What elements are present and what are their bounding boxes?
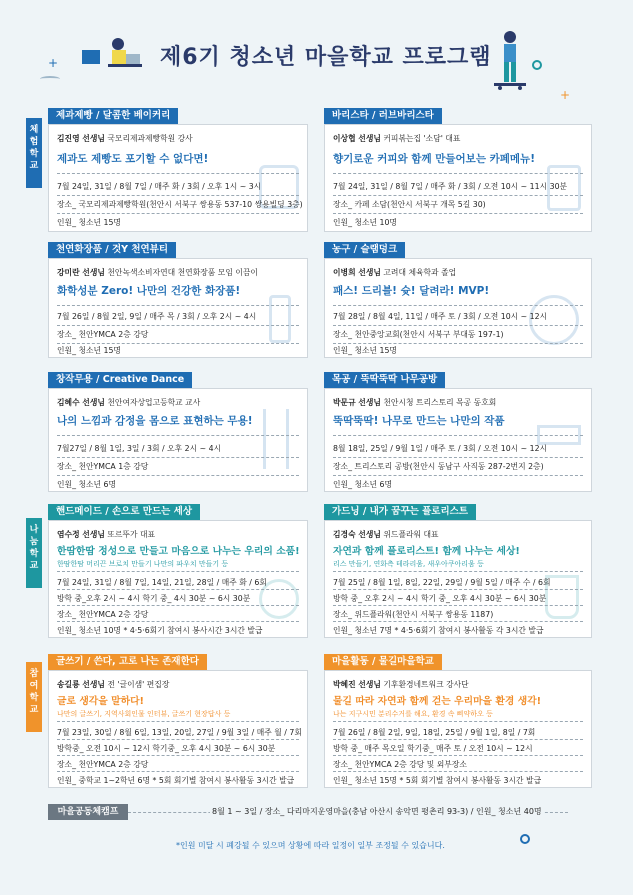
program-card <box>48 520 308 638</box>
course-title: 패스! 드리블! 슛! 달려라! MVP! <box>333 285 490 297</box>
program-tab: 바리스타 / 러브바리스타 <box>324 108 442 124</box>
instructor-name: 박혜진 선생님 <box>333 680 381 689</box>
course-title: 제과도 제빵도 포기할 수 없다면! <box>57 153 209 165</box>
instructor-role: 국모리제과제빵학원 강사 <box>107 134 193 143</box>
schedule: 7월 25일 / 8월 1일, 8일, 22일, 29일 / 9월 5일 / 매주 수 / 6회 <box>333 578 551 587</box>
laptop-person-illustration <box>78 34 148 70</box>
program-card <box>324 388 592 492</box>
page-title: 제6기 청소년 마을학교 프로그램 <box>160 45 492 70</box>
course-title: 한땀한땀 정성으로 만들고 마음으로 나누는 우리의 소품! <box>57 546 300 557</box>
time: 방학 중_ 오후 2시 ~ 4시 학기 중_ 오후 4시 30분 ~ 6시 30분 <box>333 594 547 603</box>
course-note: 한땀한땀 머리끈 브로치 만들기 나만의 파우치 만들기 등 <box>57 560 229 568</box>
schedule: 8월 18일, 25일 / 9월 1일 / 매주 토 / 3회 / 오전 10시 ~ 12시 <box>333 444 548 453</box>
program-card <box>48 670 308 788</box>
cosmetic-bottle-icon <box>269 295 291 343</box>
instructor-role: 천안시청 트리스토리 목공 동호회 <box>383 398 497 407</box>
dancer-icon <box>263 409 289 469</box>
instructor-name: 박문규 선생님 <box>333 398 381 407</box>
place: 장소_ 천안YMCA 2층 강당 및 외부장소 <box>333 760 467 769</box>
course-title: 향기로운 커피와 함께 만들어보는 카페메뉴! <box>333 153 535 165</box>
decor-plus-icon: + <box>48 56 59 70</box>
instructor-role: 고려대 체육학과 졸업 <box>383 268 457 277</box>
schedule: 7월 23일, 30일 / 8월 6일, 13일, 20일, 27일 / 9월 3일 / 매주 월 / 7회 <box>57 728 302 737</box>
program-tab: 창작무용 / Creative Dance <box>48 372 192 388</box>
program-tab: 마을활동 / 물길마을학교 <box>324 654 442 670</box>
instructor-role: 위드플라워 대표 <box>383 530 439 539</box>
schedule: 7월 24일, 31일 / 8월 7일, 14일, 21일, 28일 / 매주 화 / 6회 <box>57 578 267 587</box>
capacity: 인원_ 청소년 10명 <box>333 218 397 227</box>
instructor-name: 김경숙 선생님 <box>333 530 381 539</box>
program-tab: 목공 / 뚝딱뚝딱 나무공방 <box>324 372 445 388</box>
capacity: 인원_ 청소년 10명 * 4·5·6회기 참여시 봉사시간 3시간 발급 <box>57 626 263 635</box>
capacity: 인원_ 청소년 15명 <box>57 346 121 355</box>
capacity: 인원_ 청소년 15명 <box>333 346 397 355</box>
program-card <box>324 670 592 788</box>
capacity: 인원_ 청소년 6명 <box>57 480 117 489</box>
schedule: 7월 24일, 31일 / 8월 7일 / 매주 화 / 3회 / 오후 1시 ~ 3시 <box>57 182 262 191</box>
place: 장소_ 천안YMCA 2층 강당 <box>57 760 149 769</box>
program-card <box>48 388 308 492</box>
instructor-name: 송길룡 선생님 <box>57 680 105 689</box>
camp-label: 마을공동체캠프 <box>48 804 128 820</box>
schedule: 7월 28일 / 8월 4일, 11일 / 매주 토 / 3회 / 오전 10시 ~ 12시 <box>333 312 548 321</box>
instructor-name: 이상협 선생님 <box>333 134 381 143</box>
instructor-role: 기후환경네트워크 강사단 <box>383 680 469 689</box>
schedule: 7월 26일 / 8월 2일, 9일, 18일, 25일 / 9월 1일, 8일 / 7회 <box>333 728 536 737</box>
instructor-role: 천안여자상업고등학교 교사 <box>107 398 201 407</box>
instructor-name: 강미란 선생님 <box>57 268 105 277</box>
place: 장소_ 트리스토리 공방(천안시 동남구 사직동 287-2번지 2층) <box>333 462 544 471</box>
decor-plus-icon: + <box>560 88 571 102</box>
schedule: 7월27일 / 8월 1일, 3일 / 3회 / 오후 2시 ~ 4시 <box>57 444 222 453</box>
place: 장소_ 카페 소담(천안시 서북구 개목 5길 30) <box>333 200 486 209</box>
side-label-careers: 체 험 학 교 <box>26 118 42 188</box>
side-label-participation: 참 여 학 교 <box>26 662 42 732</box>
instructor-role: 천안녹색소비자연대 천연화장품 모임 이끔이 <box>107 268 258 277</box>
instructor-role: 또르뚜가 대표 <box>107 530 156 539</box>
course-title: 글로 생각을 말하다! <box>57 696 144 707</box>
program-tab: 핸드메이드 / 손으로 만드는 세상 <box>48 504 200 520</box>
schedule: 7월 26일 / 8월 2일, 9일 / 매주 목 / 3회 / 오후 2시 ~ 4시 <box>57 312 257 321</box>
time: 방학중_ 오전 10시 ~ 12시 학기중_ 오후 4시 30분 ~ 6시 30분 <box>57 744 276 753</box>
place: 장소_ 위드플라워(천안시 서북구 쌍용동 1187) <box>333 610 494 619</box>
instructor-name: 김진영 선생님 <box>57 134 105 143</box>
course-title: 화학성분 Zero! 나만의 건강한 화장품! <box>57 285 241 297</box>
place: 장소_ 천안YMCA 2층 강당 <box>57 610 149 619</box>
capacity: 인원_ 청소년 15명 * 5회 회기별 참여시 봉사활동 3시간 발급 <box>333 776 542 785</box>
course-title: 자연과 함께 플로리스트! 함께 나누는 세상! <box>333 546 520 557</box>
place: 장소_ 천안YMCA 1층 강당 <box>57 462 149 471</box>
program-tab: 농구 / 슬램덩크 <box>324 242 405 258</box>
program-card <box>48 124 308 232</box>
time: 방학 중_오후 2시 ~ 4시 학기 중_ 4시 30분 ~ 6시 30분 <box>57 594 251 603</box>
place: 장소_ 천안중앙교회(천안시 서북구 부대동 197-1) <box>333 330 504 339</box>
program-card <box>324 124 592 232</box>
schedule: 7월 24일, 31일 / 8월 7일 / 매주 화 / 3회 / 오전 10시 ~ 11시 30분 <box>333 182 568 191</box>
instructor-name: 김혜수 선생님 <box>57 398 105 407</box>
program-tab: 천연화장품 / 것Y 천연뷰티 <box>48 242 176 258</box>
capacity: 인원_ 청소년 15명 <box>57 218 121 227</box>
course-title: 나의 느낌과 감정을 몸으로 표현하는 무용! <box>57 415 253 427</box>
capacity: 인원_ 청소년 6명 <box>333 480 393 489</box>
program-card <box>324 520 592 638</box>
course-note: 나는 지구시민 분리수거를 해요, 환경 속 삐약하오 등 <box>333 710 493 718</box>
course-note: 나만의 글쓰기, 지역사회인물 인터뷰, 글쓰기 현장답사 등 <box>57 710 231 718</box>
capacity: 인원_ 중학교 1~2학년 6명 * 5회 회기별 참여시 봉사활동 3시간 발급 <box>57 776 295 785</box>
instructor-role: 커피볶는집 '소담' 대표 <box>383 134 461 143</box>
time: 방학 중_ 매주 목오일 학기중_ 매주 토 / 오전 10시 ~ 12시 <box>333 744 533 753</box>
place: 장소_ 천안YMCA 2층 강당 <box>57 330 149 339</box>
instructor-name: 염수정 선생님 <box>57 530 105 539</box>
decor-circle-icon <box>520 834 530 844</box>
course-note: 리스 만들기, 연화측 테라리움, 새우아쿠아리움 등 <box>333 560 484 568</box>
program-tab: 글쓰기 / 쓴다, 고로 나는 존재한다 <box>48 654 207 670</box>
capacity: 인원_ 청소년 7명 * 4·5·6회기 참여시 봉사활동 각 3시간 발급 <box>333 626 544 635</box>
decor-wave-icon <box>40 76 60 82</box>
side-label-sharing: 나 눔 학 교 <box>26 518 42 588</box>
program-card <box>48 258 308 358</box>
program-card <box>324 258 592 358</box>
instructor-name: 이병희 선생님 <box>333 268 381 277</box>
decor-circle-icon <box>532 60 542 70</box>
course-title: 물길 따라 자연과 함께 걷는 우리마을 환경 생각! <box>333 696 542 707</box>
place: 장소_ 국모리제과제빵학원(천안시 서북구 쌍용동 537-10 쌍용빌딩 3층) <box>57 200 303 209</box>
skateboard-person-illustration <box>488 30 532 92</box>
camp-info: 8월 1 ~ 3일 / 장소_ 다리마지운영마을(충남 아산시 송악면 평촌리 93-3) / 인원_ 청소년 40명 <box>212 807 542 816</box>
program-tab: 제과제빵 / 달콤한 베이커리 <box>48 108 178 124</box>
course-title: 뚝딱뚝딱! 나무로 만드는 나만의 작품 <box>333 415 505 427</box>
instructor-role: 전 '글이샘' 편집장 <box>107 680 170 689</box>
program-tab: 가드닝 / 내가 꿈꾸는 플로리스트 <box>324 504 476 520</box>
footnote: *인원 미달 시 폐강될 수 있으며 상황에 따라 일정이 일부 조정될 수 있습니다. <box>176 841 445 850</box>
